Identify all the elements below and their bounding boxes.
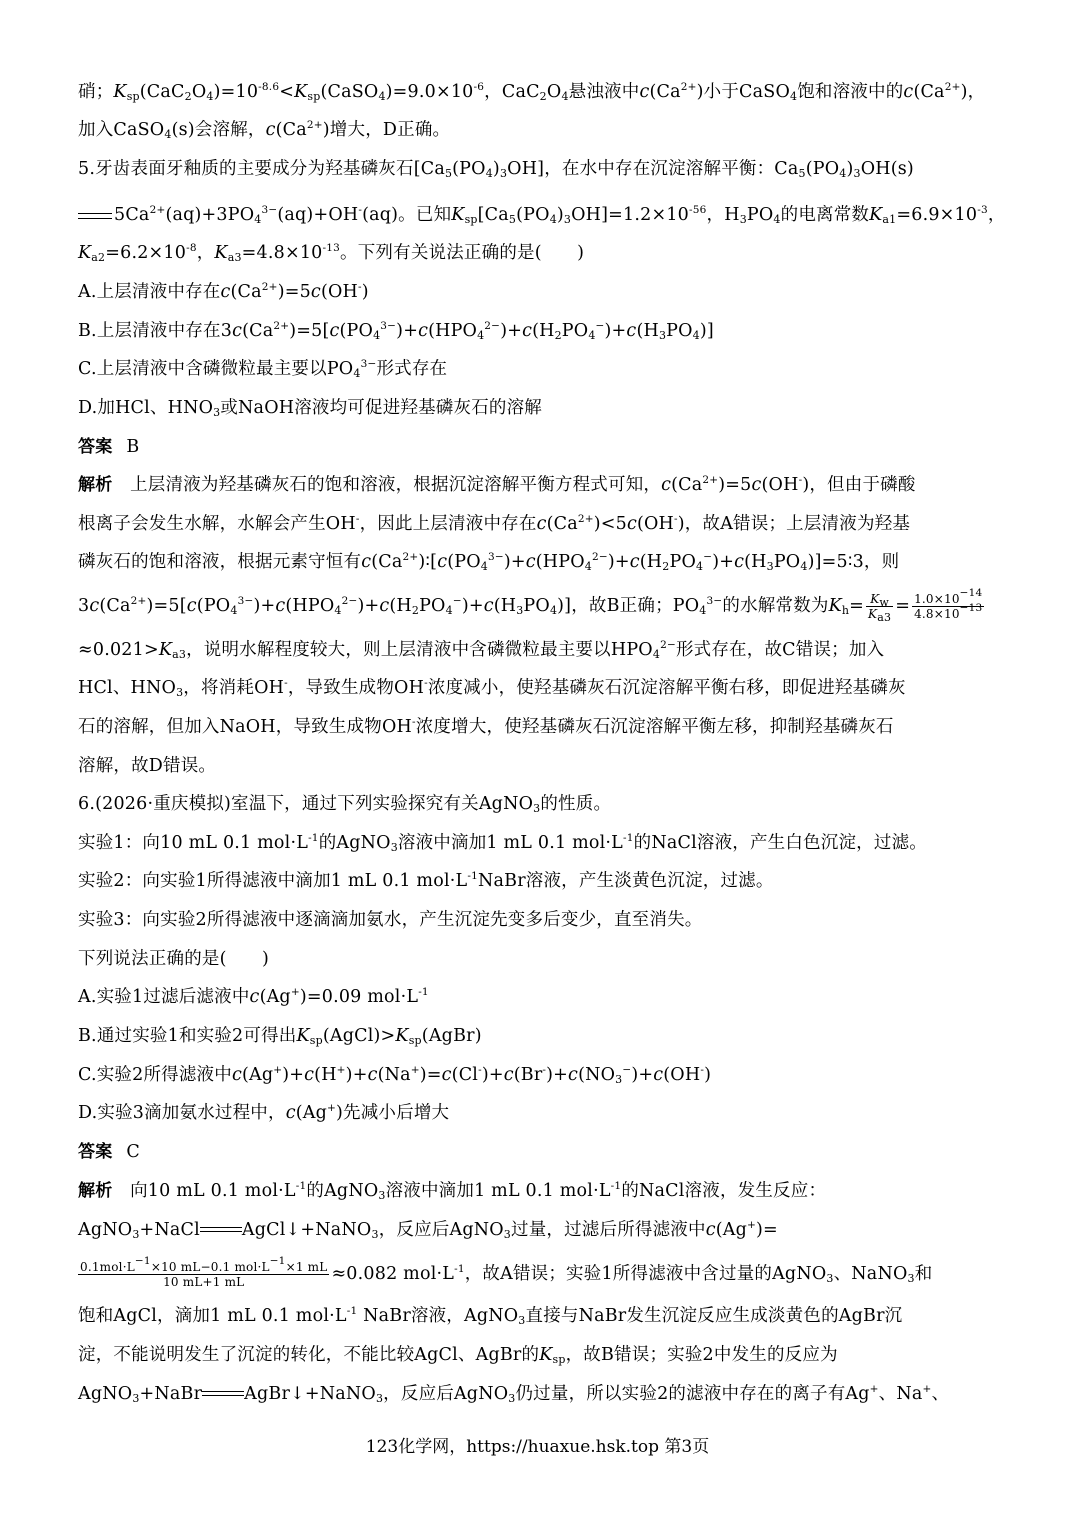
- fraction: $\frac{0.1mol\cdot L^{-1}\times 10 mL-0.1 mol\cdot L^{-1}\times 1 mL}{10 mL+1 mL}$: [80, 1255, 328, 1289]
- explanation-6: 饱和AgCl，滴加1 mL 0.1 $mol\cdot L^{-1}$ NaBr溶液，AgNO$_3$直接与NaBr发生沉淀反应生成淡黄色的AgBr沉: [78, 1305, 903, 1327]
- question-5-stem: $5Ca^{2+}(aq)+3PO_4^{3-}(aq)+OH^-(aq)$。已知$K_{sp}[Ca_5(PO_4)_3OH]=1.2\times 10^{-56}$，$H_3PO_4$的电离常数$K_{a1}=6.9\times 10^{-3}$，: [78, 203, 1006, 227]
- option-a: A.上层清液中存在$c(Ca^{2+})=5c(OH^-)$: [78, 281, 369, 302]
- fraction: $\frac{1.0\times 10^{-14}}{4.8\times 10^{-13}}$: [914, 587, 983, 621]
- page-footer: 123化学网，https://huaxue.hsk.top 第3页: [365, 1437, 710, 1457]
- option-b: B.上层清液中存在$3c(Ca^{2+})=5[c(PO_4^{3-})+c(HPO_4^{2-})+c(H_2PO_4^-)+c(H_3PO_4)]$: [78, 320, 714, 342]
- text-line: 加入CaSO$_4$(s)会溶解，$c(Ca^{2+})$增大，D正确。: [78, 119, 451, 141]
- answer-label: 答案: [78, 437, 113, 457]
- explanation-5: 石的溶解，但加入NaOH，导致生成物OH-浓度增大，使羟基磷灰石沉淀溶解平衡左移，抑制羟基磷灰石: [78, 716, 894, 737]
- explanation-6: AgNO$_3$+NaCl AgCl↓+NaNO$_3$，反应后AgNO$_3$过量，过滤后所得滤液中c(Ag+)=: [78, 1219, 778, 1241]
- explanation-6: 解析 向10 mL 0.1 $mol\cdot L^{-1}$的AgNO$_3$溶液中滴加1 mL 0.1 $mol\cdot L^{-1}$的NaCl溶液，发生反应：: [78, 1180, 827, 1202]
- fraction: $\frac{K_w}{K_{a3}}$: [868, 592, 892, 624]
- explanation-5: 解析 上层清液为羟基磷灰石的饱和溶液，根据沉淀溶解平衡方程式可知，$c(Ca^{2+})=5c(OH^-)$，但由于磷酸: [78, 474, 916, 495]
- explanation-label: 解析: [78, 475, 113, 495]
- question-6-prompt: 下列说法正确的是( ): [78, 949, 270, 969]
- question-6-stem: 6.(2026·重庆模拟)室温下，通过下列实验探究有关AgNO$_3$的性质。: [78, 794, 612, 815]
- experiment-2: 实验2：向实验1所得滤液中滴加1 mL 0.1 $mol\cdot L^{-1}NaBr$溶液，产生淡黄色沉淀，过滤。: [78, 870, 774, 891]
- option-a: A.实验1过滤后滤液中c(Ag+)=0.09 $mol\cdot L^{-1}$: [78, 986, 429, 1007]
- explanation-6: AgNO$_3$+NaBr AgBr↓+NaNO$_3$，反应后AgNO$_3$仍过量，所以实验2的滤液中存在的离子有Ag+、Na+、: [78, 1383, 950, 1405]
- equals-sign-icon: [200, 1224, 242, 1238]
- answer-5: [78, 435, 139, 459]
- explanation-6: $\frac{0.1mol\cdot L^{-1}\times 10 mL-0.1 mol\cdot L^{-1}\times 1 mL}{10 mL+1 mL}$ ≈0.082 $mol\cdot L^{-1}$，故A错误；实验1所得滤液中含过量的AgNO$_3$、NaNO$_3$和: [80, 1255, 933, 1289]
- option-d: D.加HCl、$HNO_3$或NaOH溶液均可促进羟基磷灰石的溶解: [78, 398, 542, 419]
- explanation-5: 磷灰石的饱和溶液，根据元素守恒有$c(Ca^{2+})∶[c(PO_4^{3-})+c(HPO_4^{2-})+c(H_2PO_4^-)+c(H_3PO_4)]=5∶3$，则: [78, 551, 900, 573]
- equals-sign-icon: [202, 1388, 244, 1402]
- equilibrium-arrow-icon: [78, 210, 112, 222]
- option-c: C.上层清液中含磷微粒最主要以$PO_4^{3-}$形式存在: [78, 358, 448, 380]
- explanation-5: 根离子会发生水解，水解会产生OH-，因此上层清液中存在$c(Ca^{2+})<5c(OH^-)$，故A错误；上层清液为羟基: [78, 513, 911, 534]
- answer-label: 答案: [78, 1142, 113, 1162]
- answer-6: [78, 1140, 140, 1164]
- explanation-label: 解析: [78, 1181, 113, 1201]
- answer-value: C: [126, 1142, 140, 1162]
- explanation-6: 淀，不能说明发生了沉淀的转化，不能比较AgCl、AgBr的$K_{sp}$，故B错误；实验2中发生的反应为: [78, 1345, 838, 1366]
- explanation-5: $\approx 0.021>K_{a3}$，说明水解程度较大，则上层清液中含磷微粒最主要以$HPO_4^{2-}$形式存在，故C错误；加入: [78, 639, 885, 661]
- option-d: D.实验3滴加氨水过程中，c(Ag+)先减小后增大: [78, 1102, 450, 1123]
- answer-value: B: [126, 437, 140, 457]
- explanation-5: 溶解，故D错误。: [78, 756, 217, 776]
- experiment-1: 实验1：向10 mL 0.1 $mol\cdot L^{-1}$的AgNO$_3$溶液中滴加1 mL 0.1 $mol\cdot L^{-1}$的NaCl溶液，产生白色沉淀，过滤。: [78, 832, 927, 854]
- experiment-3: 实验3：向实验2所得滤液中逐滴滴加氨水，产生沉淀先变多后变少，直至消失。: [78, 910, 703, 930]
- text-line: 硝；$K_{sp}(CaC_2O_4)=10^{-8.6}<K_{sp}(CaSO_4)=9.0\times 10^{-6}$，$CaC_2O_4$悬浊液中$c(Ca^{2+})$小于CaSO$_4$饱和溶液中的$c(Ca^{2+})$，: [78, 81, 986, 103]
- explanation-5: HCl、$HNO_3$，将消耗OH-，导致生成物OH-浓度减小，使羟基磷灰石沉淀溶解平衡右移，即促进羟基磷灰: [78, 677, 906, 699]
- question-5-stem: $K_{a2}=6.2\times 10^{-8}$，$K_{a3}=4.8\times 10^{-13}$。下列有关说法正确的是( ): [78, 242, 585, 264]
- question-5-stem: 5.牙齿表面牙釉质的主要成分为羟基磷灰石$[Ca_5(PO_4)_3OH]$，在水中存在沉淀溶解平衡：$Ca_5(PO_4)_3OH(s)$: [78, 159, 914, 180]
- explanation-5: $3c(Ca^{2+})=5[c(PO_4^{3-})+c(HPO_4^{2-})+c(H_2PO_4^-)+c(H_3PO_4)]$，故B正确；$PO_4^{3-}$的水解常数为$K_h=$ $\frac{K_w}{K_{a3}}$ = $\frac{1.0\times 10^{-14}}{4.8\times 10^{-13}}$: [78, 587, 983, 624]
- option-b: B.通过实验1和实验2可得出$K_{sp}(AgCl)>K_{sp}(AgBr)$: [78, 1026, 482, 1047]
- option-c: C.实验2所得滤液中$c(Ag^+)+c(H^+)+c(Na^+)=c(Cl^-)+c(Br^-)+c(NO_3^-)+c(OH^-)$: [78, 1064, 712, 1086]
